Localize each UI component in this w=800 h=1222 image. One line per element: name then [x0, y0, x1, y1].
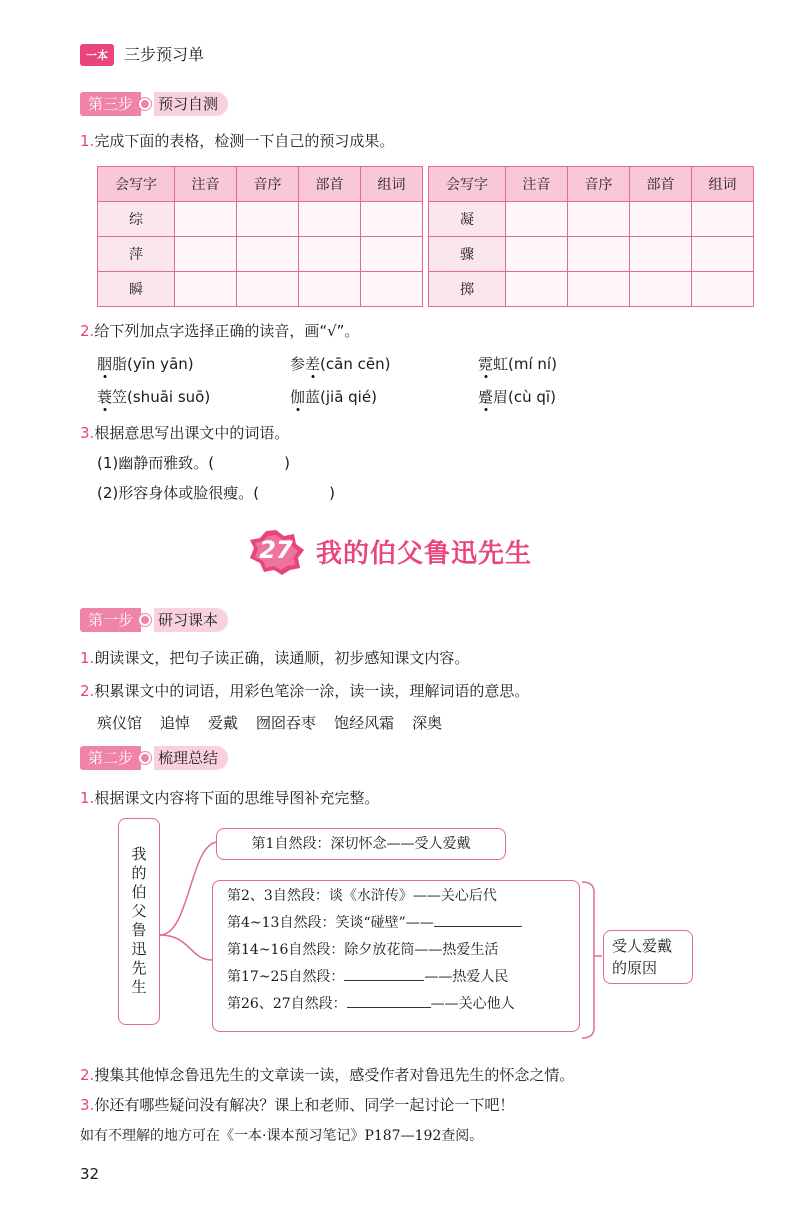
answer-cell[interactable] — [237, 237, 299, 272]
step2-label: 第二步 — [80, 746, 141, 770]
answer-cell[interactable] — [692, 202, 754, 237]
answer-cell[interactable] — [568, 237, 630, 272]
th-char-2: 会写字 — [429, 167, 506, 202]
answer-cell[interactable] — [175, 202, 237, 237]
char-cell: 掷 — [429, 272, 506, 307]
char-cell: 综 — [98, 202, 175, 237]
page-number: 32 — [80, 1165, 100, 1183]
q-text: 积累课文中的词语，用彩色笔涂一涂，读一读，理解词语的意思。 — [94, 682, 530, 700]
th-words: 组词 — [361, 167, 423, 202]
mindmap-line-text: 第26、27自然段： — [227, 996, 347, 1012]
q-text: 根据课文内容将下面的思维导图补充完整。 — [94, 789, 380, 807]
th-char: 会写字 — [98, 167, 175, 202]
q-text: 根据意思写出课文中的词语。 — [94, 424, 290, 442]
vocab-list — [97, 712, 442, 734]
step3-dot — [139, 98, 151, 110]
step1-title: 研习课本 — [154, 608, 228, 632]
step3-title: 预习自测 — [154, 92, 228, 116]
mindmap-reason-text: 受人爱戴的原因 — [612, 937, 673, 977]
pinyin-item — [478, 385, 556, 409]
char-cell: 萍 — [98, 237, 175, 272]
answer-blank[interactable] — [434, 910, 522, 927]
step2-dot — [139, 752, 151, 764]
q-num: 2. — [80, 1066, 95, 1084]
th-radical-2: 部首 — [630, 167, 692, 202]
mindmap-line-text: ——热爱人民 — [424, 969, 509, 985]
th-order-2: 音序 — [568, 167, 630, 202]
dotted-char: 蹙 — [478, 388, 494, 406]
table-row — [98, 202, 754, 237]
pinyin-choice[interactable]: 蓝(jiā qié) — [305, 388, 377, 406]
table-row — [98, 272, 754, 307]
step3-badge — [80, 92, 228, 116]
answer-cell[interactable] — [237, 202, 299, 237]
table-header-row — [98, 167, 754, 202]
mindmap-line — [227, 991, 579, 1018]
mindmap-center — [118, 818, 160, 1025]
step2-badge — [80, 746, 228, 770]
lesson-number: 27 — [259, 536, 293, 564]
th-words-2: 组词 — [692, 167, 754, 202]
answer-cell[interactable] — [237, 272, 299, 307]
th-radical: 部首 — [299, 167, 361, 202]
pinyin-item — [478, 352, 557, 376]
q3-item-2 — [97, 482, 335, 504]
pinyin-item — [97, 385, 210, 409]
q-num: 2. — [80, 682, 95, 700]
lesson-number-badge — [246, 528, 306, 576]
mindmap-line — [227, 910, 579, 937]
q3-item-text: (1)幽静而雅致。( — [97, 454, 215, 472]
step1-question-1 — [80, 647, 469, 669]
header-title: 三步预习单 — [124, 45, 205, 64]
answer-cell[interactable] — [361, 202, 423, 237]
q3-item-1 — [97, 452, 290, 474]
step1-badge — [80, 608, 228, 632]
pinyin-item — [290, 352, 390, 376]
dotted-char: 胭 — [97, 355, 113, 373]
mindmap-line-text: ——关心他人 — [430, 996, 515, 1012]
step3-label: 第三步 — [80, 92, 141, 116]
step1-label: 第一步 — [80, 608, 141, 632]
answer-cell[interactable] — [692, 237, 754, 272]
answer-cell[interactable] — [175, 272, 237, 307]
brand-logo: 一本 — [80, 44, 114, 66]
answer-cell[interactable] — [299, 237, 361, 272]
mindmap-line-text: 第2、3自然段：谈《水浒传》——关心后代 — [227, 888, 497, 904]
pinyin-choice[interactable]: (cān cēn) — [320, 355, 391, 373]
step2-question-1 — [80, 787, 379, 809]
step2-question-2 — [80, 1064, 574, 1086]
mindmap-center-text: 我的伯父鲁迅先生 — [129, 845, 148, 998]
answer-cell[interactable] — [506, 237, 568, 272]
step3-question-1 — [80, 130, 394, 152]
answer-cell[interactable] — [299, 272, 361, 307]
answer-cell[interactable] — [299, 202, 361, 237]
th-pinyin-2: 注音 — [506, 167, 568, 202]
q3-item-close: ) — [329, 484, 335, 502]
char-cell: 骤 — [429, 237, 506, 272]
q-text: 朗读课文，把句子读正确，读通顺，初步感知课文内容。 — [94, 649, 470, 667]
vocab-word: 深奥 — [412, 714, 443, 732]
mindmap-line-text: 第4~13自然段：笑谈“碰壁”—— — [227, 915, 434, 931]
answer-blank[interactable] — [347, 991, 431, 1008]
vocab-word: 囫囵吞枣 — [256, 714, 317, 732]
answer-cell[interactable] — [361, 272, 423, 307]
q-text: 完成下面的表格，检测一下自己的预习成果。 — [94, 132, 395, 150]
th-order: 音序 — [237, 167, 299, 202]
mindmap-line-text: 第14~16自然段：除夕放花筒——热爱生活 — [227, 942, 499, 958]
answer-cell[interactable] — [361, 237, 423, 272]
mindmap-detail-box — [212, 880, 580, 1032]
pinyin-item — [290, 385, 377, 409]
lesson-title: 我的伯父鲁迅先生 — [316, 539, 533, 569]
vocab-word: 殡仪馆 — [97, 714, 143, 732]
answer-cell[interactable] — [630, 202, 692, 237]
pinyin-choice[interactable]: 脂(yīn yān) — [112, 355, 194, 373]
vocab-word: 爱戴 — [208, 714, 239, 732]
mindmap-top-text: 第1自然段：深切怀念——受人爱戴 — [251, 835, 471, 852]
answer-cell[interactable] — [506, 202, 568, 237]
reference-note: 如有不理解的地方可在《一本·课本预习笔记》P187—192查阅。 — [80, 1128, 484, 1144]
step2-question-3 — [80, 1094, 514, 1116]
dotted-char: 蓑 — [97, 388, 113, 406]
answer-cell[interactable] — [506, 272, 568, 307]
char-cell: 凝 — [429, 202, 506, 237]
chars-table — [97, 166, 754, 307]
pinyin-item — [97, 352, 194, 376]
q-num: 1. — [80, 649, 95, 667]
pinyin-choice[interactable]: 眉(cù qī) — [493, 388, 556, 406]
mindmap-line — [227, 883, 579, 910]
plain-char: 参 — [290, 355, 306, 373]
answer-cell[interactable] — [692, 272, 754, 307]
step3-question-2 — [80, 320, 359, 342]
answer-cell[interactable] — [175, 237, 237, 272]
dotted-char: 霓 — [478, 355, 494, 373]
char-cell: 瞬 — [98, 272, 175, 307]
pinyin-choice[interactable]: 虹(mí ní) — [493, 355, 557, 373]
pinyin-choice[interactable]: 笠(shuāi suō) — [112, 388, 211, 406]
q-text: 搜集其他悼念鲁迅先生的文章读一读，感受作者对鲁迅先生的怀念之情。 — [94, 1066, 575, 1084]
answer-blank[interactable] — [344, 964, 424, 981]
th-pinyin: 注音 — [175, 167, 237, 202]
q3-item-text: (2)形容身体或脸很瘦。( — [97, 484, 260, 502]
step2-title: 梳理总结 — [154, 746, 228, 770]
vocab-word: 追悼 — [160, 714, 191, 732]
step3-question-3 — [80, 422, 289, 444]
step1-question-2 — [80, 680, 529, 702]
preview-table — [97, 166, 754, 307]
q-num: 2. — [80, 322, 95, 340]
mindmap-line — [227, 937, 579, 964]
dotted-char: 差 — [305, 355, 321, 373]
q-num: 1. — [80, 789, 95, 807]
mindmap-top-box — [216, 828, 506, 860]
answer-cell[interactable] — [630, 237, 692, 272]
mindmap-line — [227, 964, 579, 991]
step1-dot — [139, 614, 151, 626]
answer-cell[interactable] — [568, 272, 630, 307]
mindmap-reason-box — [603, 930, 693, 984]
answer-cell[interactable] — [568, 202, 630, 237]
q-text: 你还有哪些疑问没有解决？课上和老师、同学一起讨论一下吧！ — [94, 1096, 515, 1114]
dotted-char: 伽 — [290, 388, 306, 406]
answer-cell[interactable] — [630, 272, 692, 307]
q-num: 1. — [80, 132, 95, 150]
q-num: 3. — [80, 424, 95, 442]
q3-item-close: ) — [284, 454, 290, 472]
q-text: 给下列加点字选择正确的读音，画“√”。 — [94, 322, 360, 340]
vocab-word: 饱经风霜 — [334, 714, 395, 732]
q-num: 3. — [80, 1096, 95, 1114]
table-row — [98, 237, 754, 272]
mindmap-line-text: 第17~25自然段： — [227, 969, 345, 985]
